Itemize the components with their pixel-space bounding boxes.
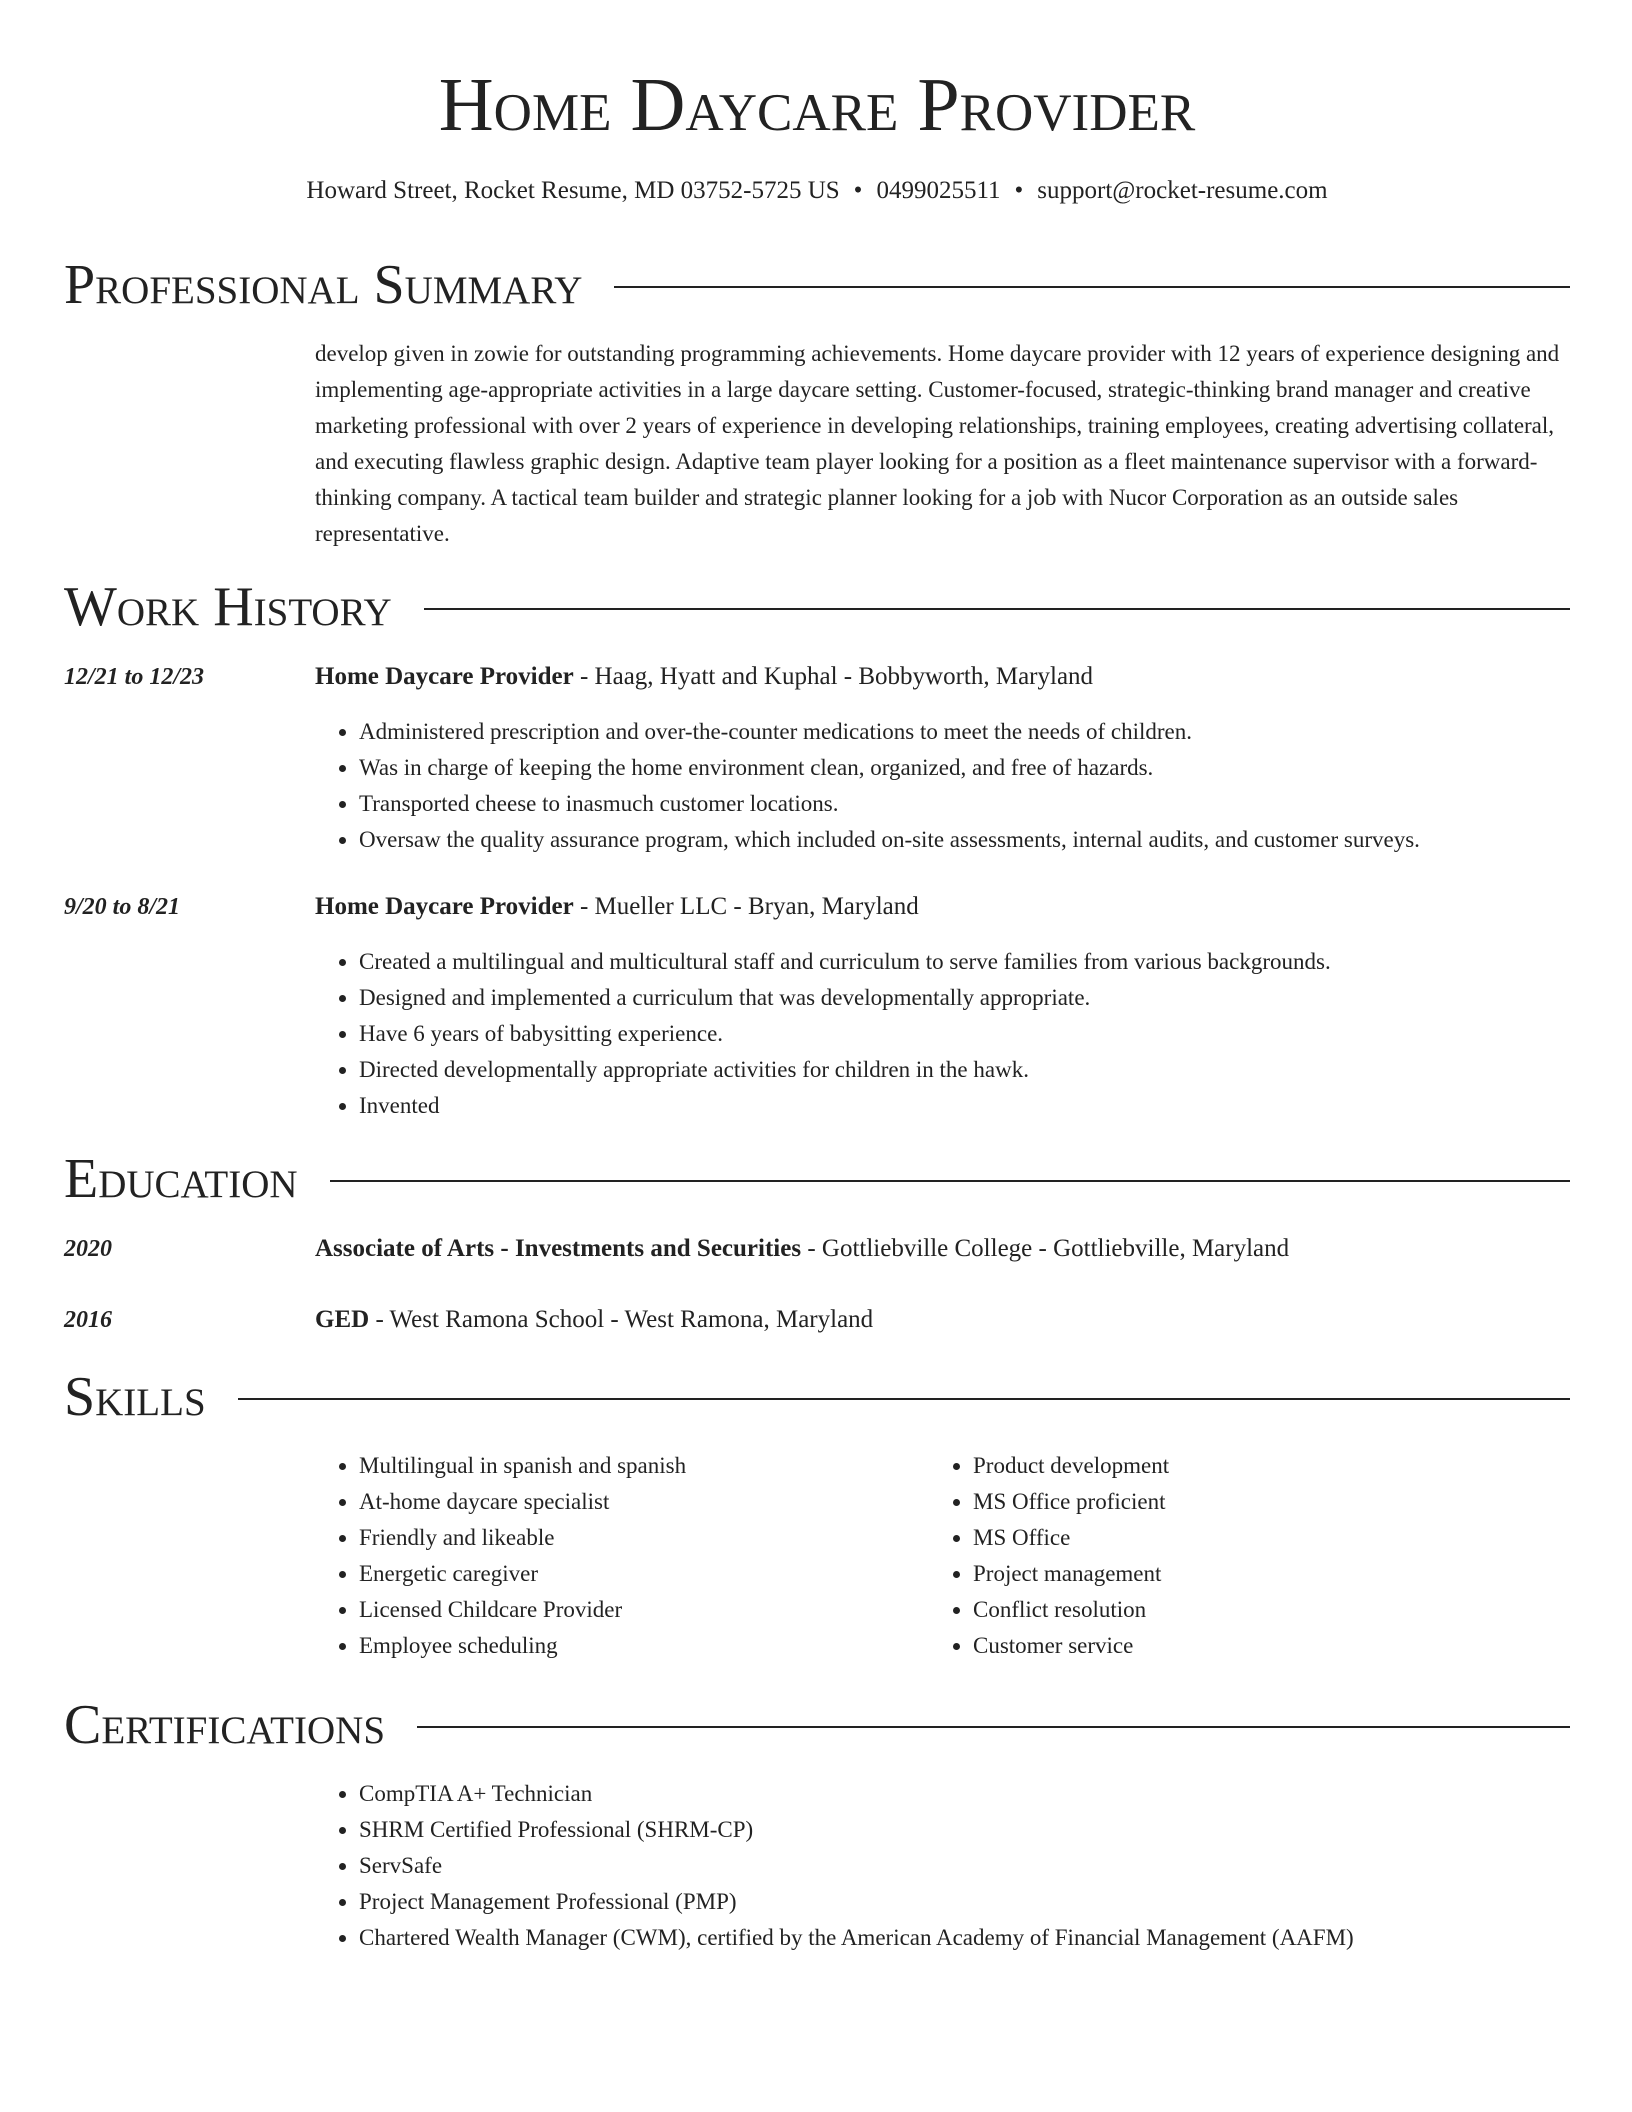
list-item: • Oversaw the quality assurance program, which included on-site assessments, internal audits, and customer surveys. [359,822,1614,858]
list-item: • Administered prescription and over-the-counter medications to meet the needs of children. [359,714,1614,750]
list-item: • Conflict resolution [973,1592,1632,1628]
list-item: • Project Management Professional (PMP) [359,1884,1614,1920]
section-divider [417,1726,1570,1728]
list-item: • At-home daycare specialist [359,1484,1614,1520]
section-education-heading [64,1144,1570,1214]
education-heading [315,1303,1570,1337]
section-divider [238,1398,1570,1400]
job-role: Home Daycare Provider [315,893,574,920]
education-degree: GED [315,1306,370,1333]
section-divider [424,608,1570,610]
contact-email: support@rocket-resume.com [1037,177,1328,204]
contact-line [64,174,1570,208]
contact-address: Howard Street, Rocket Resume, MD 03752-5725 US [306,177,840,204]
list-item: • Created a multilingual and multicultural staff and curriculum to serve families from various backgrounds. [359,944,1614,980]
candidate-name: Home Daycare Provider [438,63,1196,147]
contact-phone: 0499025511 [876,177,1001,204]
education-heading [315,1232,1570,1266]
list-item: • Invented [359,1088,1614,1124]
section-divider [614,286,1570,288]
section-summary-heading [64,250,1570,320]
list-item: • Friendly and likeable [359,1520,1614,1556]
list-item: • Transported cheese to inasmuch customer locations. [359,786,1614,822]
list-item: • Designed and implemented a curriculum that was developmentally appropriate. [359,980,1614,1016]
list-item: • MS Office proficient [973,1484,1632,1520]
education-degree: Associate of Arts - Investments and Securities [315,1235,802,1262]
job-details: - Haag, Hyatt and Kuphal - Bobbyworth, Maryland [573,663,1094,690]
list-item: • Multilingual in spanish and spanish [359,1448,1614,1484]
list-item: • CompTIA A+ Technician [359,1776,1614,1812]
contact-separator: • [853,177,863,204]
list-item: • Licensed Childcare Provider [359,1592,1614,1628]
list-item: • Employee scheduling [359,1628,1614,1664]
summary-text: develop given in zowie for outstanding programming achievements. Home daycare provider with 12 years of experience designing and implementing age-appropriate activities in a large daycare setting. Customer-focused, strategic-thinking brand manager and creative marketing professional with over 2 years of experience in developing relationships, training employees, creating advertising collateral, and executing flawless graphic design. Adaptive team player looking for a position as a fleet maintenance supervisor with a forward-thinking company. A tactical team builder and strategic planner looking for a job with Nucor Corporation as an outside sales representative. [315,341,1560,546]
list-item: • Chartered Wealth Manager (CWM), certified by the American Academy of Financial Management (AAFM) [359,1920,1614,1956]
list-item: • MS Office [973,1520,1632,1556]
list-item: • Energetic caregiver [359,1556,1614,1592]
section-title: Work History [64,576,392,638]
education-details: - West Ramona School - West Ramona, Maryland [369,1306,874,1333]
job-role: Home Daycare Provider [315,663,574,690]
job-details: - Mueller LLC - Bryan, Maryland [573,893,919,920]
section-title: Professional Summary [64,254,583,316]
job-dates: 9/20 to 8/21 [64,894,181,920]
section-divider [330,1180,1570,1182]
job-heading [315,660,1570,694]
section-title: Certifications [64,1694,386,1756]
list-item: • SHRM Certified Professional (SHRM-CP) [359,1812,1614,1848]
section-title: Skills [64,1366,206,1428]
contact-separator: • [1014,177,1024,204]
education-year: 2020 [64,1236,112,1262]
list-item: • Directed developmentally appropriate activities for children in the hawk. [359,1052,1614,1088]
section-work-heading [64,572,1570,642]
job-bullets [315,944,1614,1124]
education-details: - Gottliebville College - Gottliebville, Maryland [801,1235,1290,1262]
section-certifications-heading [64,1690,1570,1760]
list-item: • ServSafe [359,1848,1614,1884]
list-item: • Was in charge of keeping the home environment clean, organized, and free of hazards. [359,750,1614,786]
skills-list-right [929,1448,1632,1664]
job-bullets [315,714,1614,858]
list-item: • Product development [973,1448,1632,1484]
job-dates: 12/21 to 12/23 [64,664,205,690]
section-title: Education [64,1148,298,1210]
section-skills-heading [64,1362,1570,1432]
education-year: 2016 [64,1307,112,1333]
list-item: • Project management [973,1556,1632,1592]
list-item: • Customer service [973,1628,1632,1664]
job-heading [315,890,1570,924]
list-item: • Have 6 years of babysitting experience. [359,1016,1614,1052]
certifications-list [315,1776,1614,1956]
